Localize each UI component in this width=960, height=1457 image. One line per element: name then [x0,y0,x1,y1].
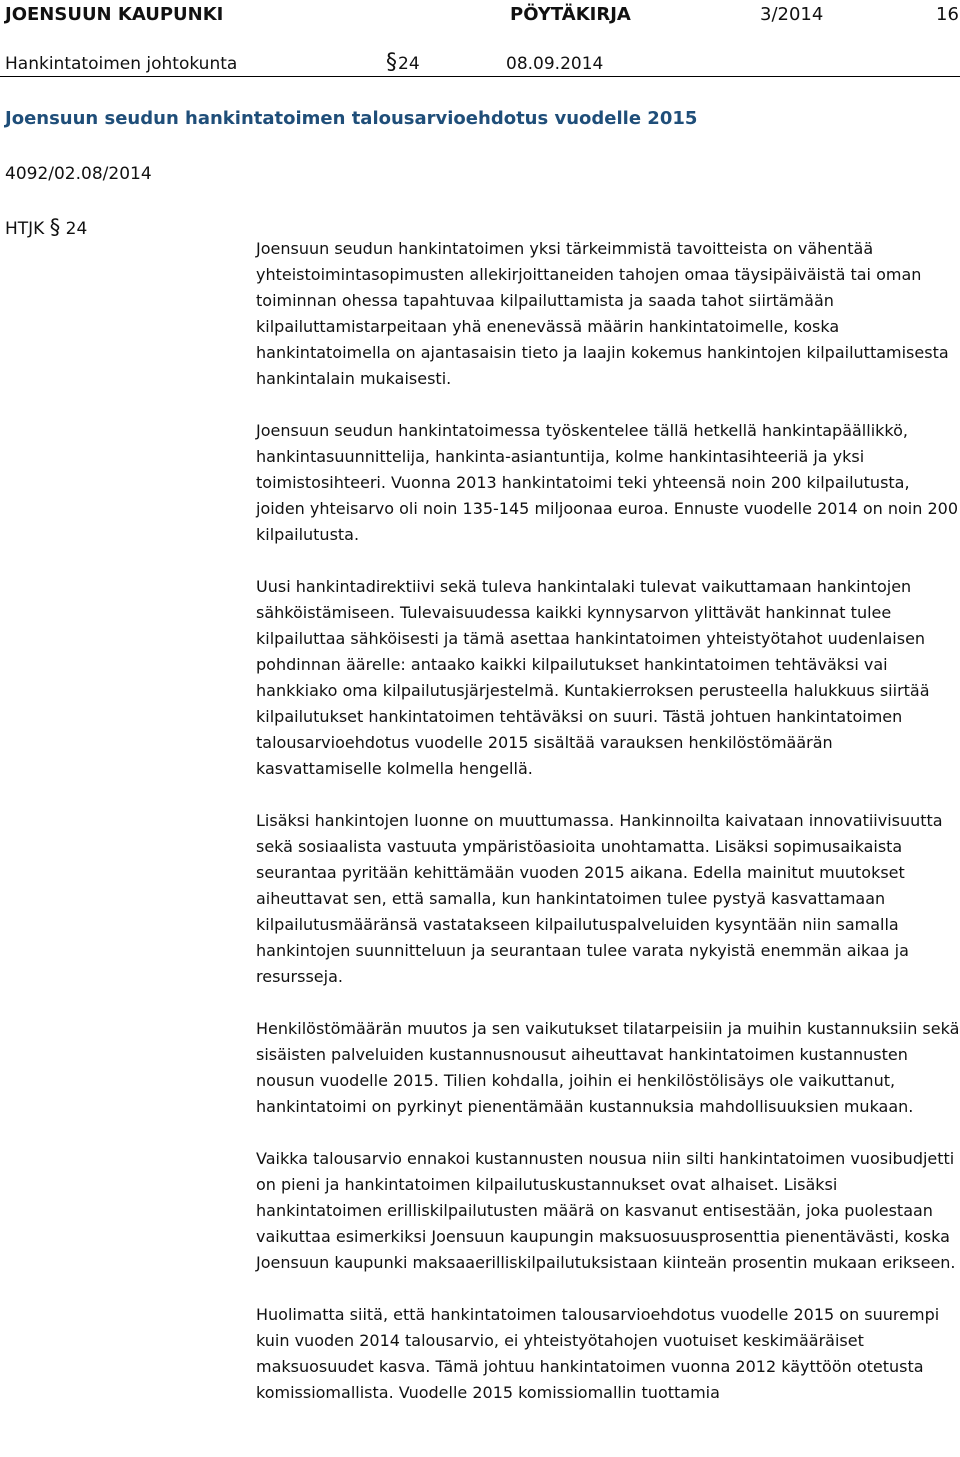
htjk-number: 24 [65,219,88,239]
page-title: Joensuun seudun hankintatoimen talousarvioehdotus vuodelle 2015 [5,108,698,129]
paragraph: Henkilöstömäärän muutos ja sen vaikutukset tilatarpeisiin ja muihin kustannuksiin sekä sisäisten palveluiden kustannusnousut aiheuttavat hankintatoimen kustannusten nousun vuodelle 2015. Tilien kohdalla, joihin ei henkilöstölisäys ole vaikuttanut, hankintatoimi on pyrkinyt pienentämään kustannuksia mahdollisuuksien mukaan. [256,1019,960,1116]
page-number: 16 [936,4,959,25]
board-name: Hankintatoimen johtokunta [5,54,238,74]
paragraph: Vaikka talousarvio ennakoi kustannusten nousua niin silti hankintatoimen vuosibudjetti on pieni ja hankintatoimen kilpailutuskustannukset ovat alhaiset. Lisäksi hankintatoimen erilliskilpailutusten määrä on kasvanut entisestään, joka puolestaan vaikuttaa esimerkiksi Joensuun kaupungin maksuosuusprosenttia pienentävästi, koska Joensuun kaupunki maksaaerilliskilpailutuksistaan kiinteän prosentin mukaan erikseen. [256,1149,956,1272]
issue-number: 3/2014 [760,4,824,25]
body-text [256,236,960,1432]
paragraph: Uusi hankintadirektiivi sekä tuleva hankintalaki tulevat vaikuttamaan hankintojen sähköistämiseen. Tulevaisuudessa kaikki kynnysarvon ylittävät hankinnat tulee kilpailuttaa sähköisesti ja tämä asettaa hankintatoimen yhteistyötahot uudenlaisen pohdinnan äärelle: antaako kaikki kilpailutukset hankintatoimen tehtäväksi vai hankkiako oma kilpailutusjärjestelmä. Kuntakierroksen perusteella halukkuus siirtää kilpailutukset hankintatoimen tehtäväksi on suuri. Tästä johtuen hankintatoimen talousarvioehdotus vuodelle 2015 sisältää varauksen henkilöstömäärän kasvattamiselle kolmella hengellä. [256,577,930,778]
meeting-date: 08.09.2014 [506,54,604,74]
paragraph: Lisäksi hankintojen luonne on muuttumassa. Hankinnoilta kaivataan innovatiivisuutta sekä sosiaalista vastuuta ympäristöasioita unohtamatta. Lisäksi sopimusaikaista seurantaa pyritään kehittämään vuoden 2015 aikana. Edella mainitut muutokset aiheuttavat sen, että samalla, kun hankintatoimen tulee pystyä kasvattamaan kilpailutusmääränsä vastatakseen kilpailutuspalveluiden kysyntään niin samalla hankintojen suunnitteluun ja seurantaan tulee varata nykyistä enemmän aikaa ja resursseja. [256,811,943,986]
section-number: 24 [398,54,420,74]
section-symbol: § [386,50,397,75]
htjk-section-symbol: § [49,215,61,239]
paragraph: Joensuun seudun hankintatoimen yksi tärkeimmistä tavoitteista on vähentää yhteistoimintasopimusten allekirjoittaneiden tahojen omaa täysipäiväistä tai oman toiminnan ohessa tapahtuvaa kilpailuttamista ja saada tahot siirtämään kilpailuttamistarpeitaan yhä enenevässä määrin hankintatoimelle, koska hankintatoimella on ajantasaisin tieto ja laajin kokemus hankintojen kilpailuttamisesta hankintalain mukaisesti. [256,239,949,388]
paragraph: Huolimatta siitä, että hankintatoimen talousarvioehdotus vuodelle 2015 on suurempi kuin vuoden 2014 talousarvio, ei yhteistyötahojen vuotuiset keskimääräiset maksuosuudet kasva. Tämä johtuu hankintatoimen vuonna 2012 käyttöön otetusta komissiomallista. Vuodelle 2015 komissiomallin tuottamia [256,1305,940,1402]
organization-name: JOENSUUN KAUPUNKI [5,4,224,25]
htjk-reference [5,215,87,239]
paragraph: Joensuun seudun hankintatoimessa työskentelee tällä hetkellä hankintapäällikkö, hankintasuunnittelija, hankinta-asiantuntija, kolme hankintasihteeriä ja yksi toimistosihteeri. Vuonna 2013 hankintatoimi teki yhteensä noin 200 kilpailutusta, joiden yhteisarvo oli noin 135-145 miljoonaa euroa. Ennuste vuodelle 2014 on noin 200 kilpailutusta. [256,421,959,544]
header-rule [0,76,960,77]
document-type: PÖYTÄKIRJA [510,4,631,25]
diary-number: 4092/02.08/2014 [5,164,152,184]
htjk-label: HTJK [5,219,45,239]
